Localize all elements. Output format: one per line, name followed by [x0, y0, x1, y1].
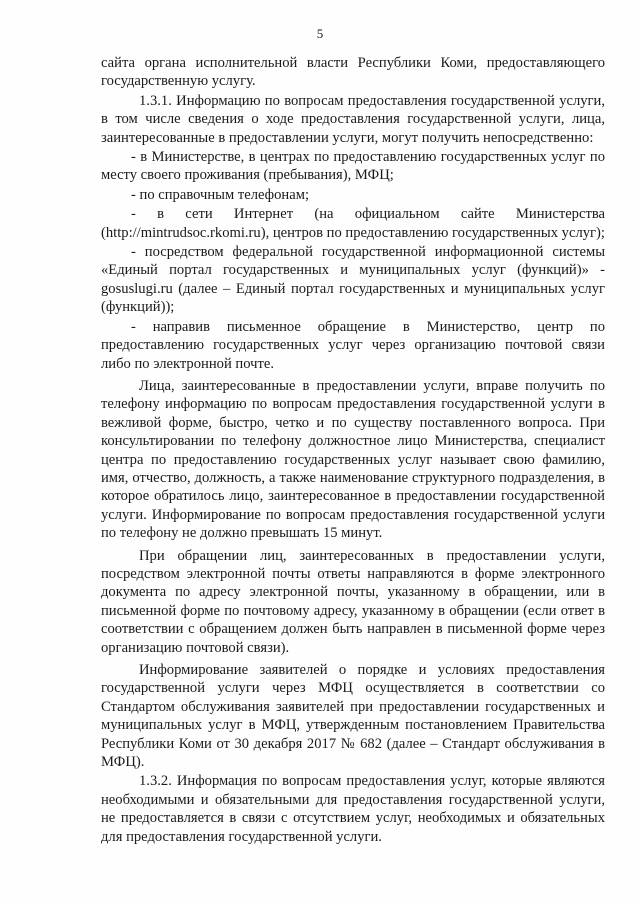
paragraph-site-continuation: сайта органа исполнительной власти Республики Коми, предоставляющего государственную услугу. — [101, 55, 605, 90]
paragraph-phone-consulting: Лица, заинтересованные в предоставлении услуги, вправе получить по телефону информацию по вопросам предоставления государственной услуги в вежливой форме, быстро, четко и по существу поставленного вопроса. При консультировании по телефону должностное лицо Министерства, специалист центра по предоставлению государственных услуг называет свою фамилию, имя, отчество, должность, а также наименование структурного подразделения, в которое обратилось лицо, заинтересованное в предоставлении государственной услуги. Информирование по вопросам предоставления государственной услуги по телефону не должно превышать 15 минут. — [101, 377, 605, 542]
paragraph-1-3-2: 1.3.2. Информация по вопросам предоставления услуг, которые являются необходимыми и обязательными для предоставления государственной услуги, не предоставляется в связи с отсутствием услуг, необходимых и обязательных для предоставления государственной услуги. — [101, 773, 605, 845]
list-item-internet: - в сети Интернет (на официальном сайте Министерства (http://mintrudsoc.rkomi.ru), центров по предоставлению государственных услуг); — [101, 206, 605, 241]
list-item-phones: - по справочным телефонам; — [131, 186, 309, 203]
paragraph-email-requests: При обращении лиц, заинтересованных в предоставлении услуги, посредством электронной почты ответы направляются в форме электронного документа по адресу электронной почты, указанному в обращении, или в письменной форме по почтовому адресу, указанному в обращении (если ответ в соответствии с обращением должен быть направлен в письменной форме через организацию почтовой связи). — [101, 547, 605, 656]
page-number: 5 — [316, 26, 324, 41]
paragraph-mfc-informing: Информирование заявителей о порядке и условиях предоставления государственной услуги через МФЦ осуществляется в соответствии со Стандартом обслуживания заявителей при предоставлении государственных и муниципальных услуг в МФЦ, утвержденным постановлением Правительства Республики Коми от 30 декабря 2017 № 682 (далее – Стандарт обслуживания в МФЦ). — [101, 662, 605, 771]
paragraph-1-3-1: 1.3.1. Информацию по вопросам предоставления государственной услуги, в том числе сведения о ходе предоставления государственной услуги, лица, заинтересованные в предоставлении услуги, могут получить непосредственно: — [101, 92, 605, 146]
list-item-written-request: - направив письменное обращение в Министерство, центр по предоставлению государственных услуг через организацию почтовой связи либо по электронной почте. — [101, 318, 605, 372]
list-item-ministry: - в Министерстве, в центрах по предоставлению государственных услуг по месту своего проживания (пребывания), МФЦ; — [101, 149, 605, 184]
list-item-gosuslugi: - посредством федеральной государственной информационной системы «Единый портал государственных и муниципальных услуг (функций)» - gosuslugi.ru (далее – Единый портал государственных и муниципальных услуг (функций)); — [101, 244, 605, 316]
document-body — [101, 54, 605, 850]
